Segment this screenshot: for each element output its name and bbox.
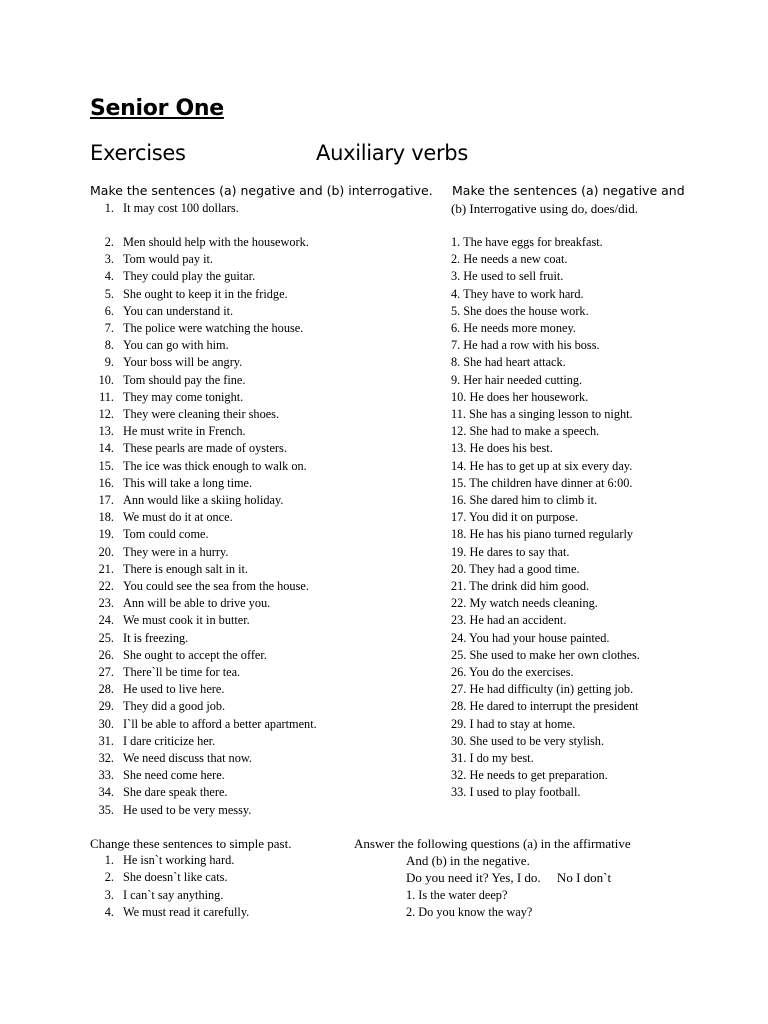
list-item-number: 26. — [98, 647, 114, 662]
list-item-text: We must read it carefully. — [123, 904, 250, 919]
list-item: 4. They have to work hard. — [451, 286, 584, 301]
list-item — [90, 320, 303, 337]
list-item-number: 34. — [98, 785, 114, 800]
list-item: 12. She had to make a speech. — [451, 424, 600, 439]
list-item-text: These pearls are made of oysters. — [123, 441, 287, 456]
list-item-text: Ann would like a skiing holiday. — [123, 493, 284, 507]
list-item — [90, 251, 213, 268]
list-item: 19. He dares to say that. — [451, 544, 570, 559]
list-item-number: 3. — [104, 887, 114, 902]
list-item-number: 8. — [104, 338, 114, 353]
list-item: 15. The children have dinner at 6:00. — [451, 475, 633, 490]
list-item: 8. She had heart attack. — [451, 355, 566, 370]
list-item-number: 18. — [98, 510, 114, 525]
section2-instruction-line1: Make the sentences (a) negative and — [452, 183, 685, 198]
list-item-number: 32. — [98, 751, 114, 765]
heading-exercises: Exercises — [90, 141, 186, 165]
list-item — [90, 767, 225, 784]
list-item: 28. He dared to interrupt the president — [451, 699, 639, 714]
section4-example: Do you need it? Yes, I do. No I don`t — [406, 870, 612, 885]
list-item-text: They may come tonight. — [123, 389, 244, 404]
list-item — [90, 595, 270, 612]
list-item-text: They were in a hurry. — [123, 544, 229, 559]
section4-instruction-line2: And (b) in the negative. — [406, 853, 530, 868]
list-item-number: 5. — [104, 286, 114, 301]
list-item — [90, 561, 248, 578]
list-item-number: 9. — [104, 355, 114, 370]
list-item-number: 29. — [98, 699, 114, 714]
list-item: 6. He needs more money. — [451, 321, 576, 335]
list-item: 1. Is the water deep? — [406, 888, 508, 902]
list-item — [90, 630, 188, 647]
list-item — [90, 389, 243, 406]
list-item — [90, 268, 255, 285]
list-item — [90, 784, 227, 801]
list-item: 1. The have eggs for breakfast. — [451, 235, 603, 249]
list-item-number: 13. — [98, 424, 114, 439]
list-item — [90, 234, 309, 251]
list-item-number: 21. — [98, 561, 114, 576]
list-item: 24. You had your house painted. — [451, 630, 610, 645]
list-item-text: Tom could come. — [123, 527, 209, 542]
list-item-number: 16. — [98, 475, 114, 490]
list-item-text: It may cost 100 dollars. — [123, 201, 239, 215]
list-item-text: It is freezing. — [123, 630, 189, 645]
list-item-text: You could see the sea from the house. — [123, 579, 309, 593]
list-item — [90, 733, 215, 750]
list-item-text: They did a good job. — [123, 699, 226, 714]
list-item — [90, 286, 288, 303]
list-item — [90, 869, 228, 886]
list-item-number: 2. — [104, 235, 114, 249]
list-item: 16. She dared him to climb it. — [451, 493, 598, 507]
list-item-number: 1. — [104, 853, 114, 867]
list-item — [90, 802, 251, 819]
list-item-text: You can understand it. — [123, 303, 234, 318]
list-item — [90, 904, 249, 921]
list-item: 21. The drink did him good. — [451, 579, 590, 593]
list-item — [90, 612, 250, 629]
list-item-number: 23. — [98, 596, 114, 611]
list-item-text: This will take a long time. — [123, 475, 253, 490]
list-item — [90, 664, 240, 681]
section3-instruction: Change these sentences to simple past. — [90, 836, 292, 851]
list-item-text: I dare criticize her. — [123, 733, 216, 748]
list-item: 30. She used to be very stylish. — [451, 733, 605, 748]
list-item-text: Tom would pay it. — [123, 252, 213, 267]
list-item: 7. He had a row with his boss. — [451, 338, 600, 353]
list-item: 10. He does her housework. — [451, 389, 589, 404]
list-item-number: 30. — [98, 716, 114, 731]
list-item-text: They were cleaning their shoes. — [123, 407, 280, 421]
list-item-text: He must write in French. — [123, 424, 246, 439]
list-item-text: The ice was thick enough to walk on. — [123, 458, 307, 473]
list-item — [90, 698, 225, 715]
list-item: 20. They had a good time. — [451, 561, 580, 576]
list-item: 25. She used to make her own clothes. — [451, 647, 640, 662]
list-item: 32. He needs to get preparation. — [451, 768, 608, 783]
heading-topic: Auxiliary verbs — [316, 141, 468, 165]
list-item-number: 4. — [104, 269, 114, 284]
list-item-text: I can`t say anything. — [123, 887, 224, 902]
list-item: 23. He had an accident. — [451, 613, 567, 628]
list-item: 2. He needs a new coat. — [451, 252, 568, 267]
list-item — [90, 852, 234, 869]
list-item-text: There is enough salt in it. — [123, 561, 248, 576]
list-item-number: 22. — [98, 579, 114, 593]
list-item-text: She ought to keep it in the fridge. — [123, 286, 288, 301]
list-item-text: She ought to accept the offer. — [123, 647, 267, 662]
list-item: 11. She has a singing lesson to night. — [451, 407, 633, 421]
list-item-text: She doesn`t like cats. — [123, 870, 228, 885]
list-item — [90, 526, 209, 543]
list-item — [90, 492, 283, 509]
list-item-number: 25. — [98, 630, 114, 645]
list-item — [90, 200, 239, 217]
list-item: 26. You do the exercises. — [451, 665, 574, 679]
list-item — [90, 681, 224, 698]
list-item — [90, 406, 279, 423]
list-item-number: 7. — [104, 321, 114, 335]
list-item — [90, 337, 229, 354]
list-item-number: 1. — [104, 201, 114, 215]
list-item-number: 17. — [98, 493, 114, 507]
list-item — [90, 887, 223, 904]
list-item — [90, 750, 252, 767]
list-item-text: I`ll be able to afford a better apartment. — [123, 716, 317, 731]
list-item-number: 33. — [98, 768, 114, 783]
list-item-number: 20. — [98, 544, 114, 559]
list-item: 27. He had difficulty (in) getting job. — [451, 682, 634, 697]
list-item — [90, 303, 233, 320]
list-item-number: 19. — [98, 527, 114, 542]
list-item-text: Your boss will be angry. — [123, 355, 243, 370]
list-item: 3. He used to sell fruit. — [451, 269, 564, 284]
list-item — [90, 716, 317, 733]
list-item-text: We must cook it in butter. — [123, 613, 250, 628]
list-item: 31. I do my best. — [451, 751, 534, 765]
list-item — [90, 458, 307, 475]
list-item: 33. I used to play football. — [451, 785, 581, 800]
list-item-number: 6. — [104, 303, 114, 318]
list-item-text: The police were watching the house. — [123, 321, 304, 335]
list-item-number: 31. — [98, 733, 114, 748]
list-item-text: She need come here. — [123, 768, 225, 783]
list-item-text: There`ll be time for tea. — [123, 665, 241, 679]
section1-instruction: Make the sentences (a) negative and (b) interrogative. — [90, 183, 433, 198]
list-item-text: He isn`t working hard. — [123, 853, 235, 867]
list-item-text: Men should help with the housework. — [123, 235, 309, 249]
list-item — [90, 544, 228, 561]
list-item-number: 3. — [104, 252, 114, 267]
list-item-number: 10. — [98, 372, 114, 387]
list-item-text: We must do it at once. — [123, 510, 233, 525]
list-item-text: She dare speak there. — [123, 785, 228, 800]
list-item-number: 12. — [98, 407, 114, 421]
list-item-text: Ann will be able to drive you. — [123, 596, 271, 611]
list-item: 18. He has his piano turned regularly — [451, 527, 634, 542]
list-item: 14. He has to get up at six every day. — [451, 458, 633, 473]
list-item-number: 35. — [98, 802, 114, 817]
list-item — [90, 423, 246, 440]
list-item: 22. My watch needs cleaning. — [451, 596, 598, 611]
list-item — [90, 475, 252, 492]
list-item-number: 14. — [98, 441, 114, 456]
list-item-number: 15. — [98, 458, 114, 473]
list-item-number: 24. — [98, 613, 114, 628]
list-item-number: 4. — [104, 904, 114, 919]
list-item: 17. You did it on purpose. — [451, 510, 579, 525]
page-title: Senior One — [90, 96, 224, 121]
section2-instruction-line2: (b) Interrogative using do, does/did. — [451, 201, 639, 216]
list-item: 13. He does his best. — [451, 441, 553, 456]
list-item: 9. Her hair needed cutting. — [451, 372, 583, 387]
section4-instruction-line1: Answer the following questions (a) in the affirmative — [354, 836, 631, 851]
list-item — [90, 647, 267, 664]
list-item-number: 2. — [104, 870, 114, 885]
list-item-number: 27. — [98, 665, 114, 679]
list-item-text: He used to be very messy. — [123, 802, 252, 817]
list-item-text: They could play the guitar. — [123, 269, 256, 284]
list-item — [90, 372, 245, 389]
list-item-number: 11. — [99, 389, 114, 404]
list-item: 2. Do you know the way? — [406, 905, 533, 920]
list-item — [90, 440, 287, 457]
list-item-text: You can go with him. — [123, 338, 229, 353]
list-item — [90, 354, 242, 371]
list-item-text: He used to live here. — [123, 682, 225, 697]
list-item — [90, 509, 233, 526]
list-item: 5. She does the house work. — [451, 303, 589, 318]
list-item-text: Tom should pay the fine. — [123, 372, 246, 387]
list-item: 29. I had to stay at home. — [451, 716, 576, 731]
list-item-number: 28. — [98, 682, 114, 697]
list-item — [90, 578, 309, 595]
list-item-text: We need discuss that now. — [123, 751, 253, 765]
